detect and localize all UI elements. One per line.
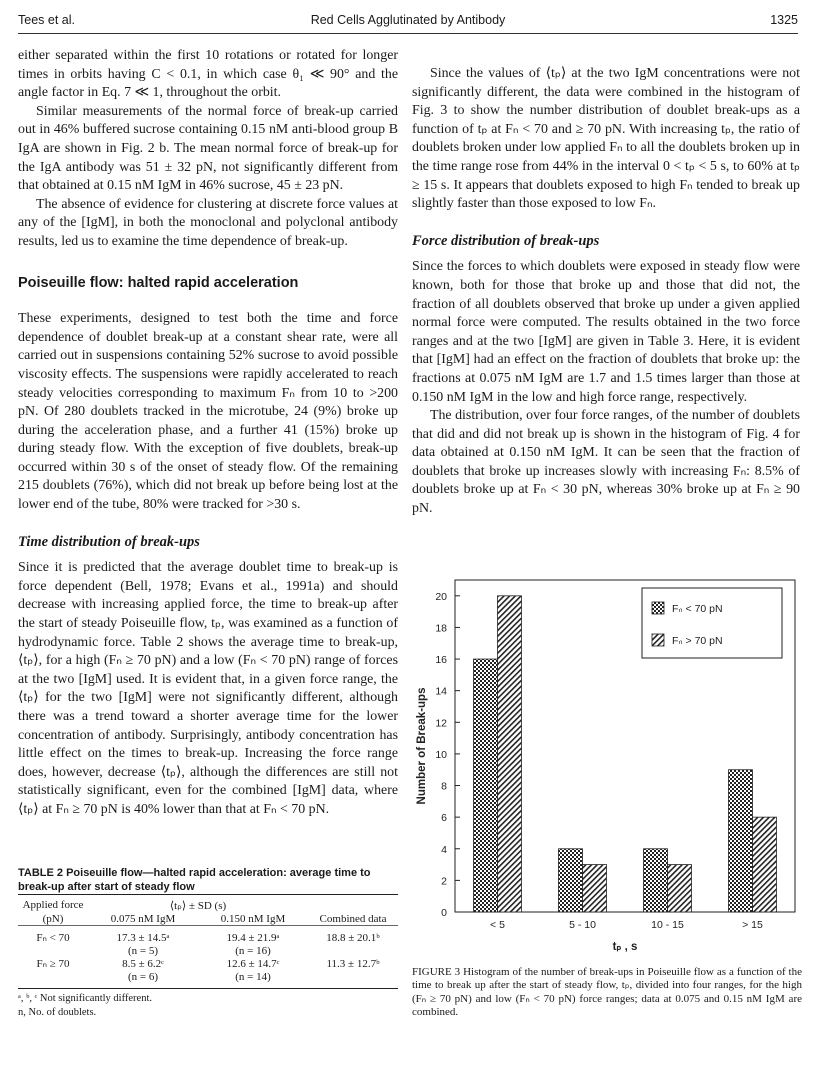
- x-axis-label: tₚ , s: [612, 941, 638, 953]
- y-tick-label: 16: [435, 654, 447, 667]
- paragraph: Since the forces to which doublets were exposed in steady flow were known, both for those that broke up and those that did not, the fraction of all doublets observed that broke up under a given applied normal force were computed. The results obtained in the two force ranges and at the two [IgM] are given in Table 3. Here, it is evident that [IgM] had an effect on the fraction of doublets that broke up: the fractions at 0.075 nM IgM are 1.7 and 1.5 times larger than those at 0.150 nM IgM in the low and high force range, respectively.: [412, 259, 800, 405]
- right-column: [412, 65, 800, 519]
- bar-low-force: [474, 659, 498, 912]
- y-axis-label: Number of Break-ups: [416, 687, 428, 805]
- table-cell: 12.6 ± 14.7ᶜ: [226, 958, 280, 970]
- subsection-heading: Force distribution of break-ups: [412, 232, 600, 249]
- paragraph: The distribution, over four force ranges, of the number of doublets that did and did not break up is shown in the histogram of Fig. 4 for data obtained at 0.150 nM IgM. It can be seen that the fraction of doublets that broke up increases slowly with increasing Fₙ: 8.5% of doublets broke up at Fₙ < 30 pN, whereas 30% broke up at Fₙ ≥ 90 pN.: [412, 408, 800, 517]
- table-header-col2: 0.150 nM IgM: [220, 913, 286, 925]
- paragraph: either separated within the first 10 rotations or rotated for longer times in orbits having C < 0.1, in which case θ₁ ≪ 90° and the angle factor in Eq. 7 ≪ 1, throughout the orbit.: [18, 48, 398, 101]
- left-column: [18, 47, 398, 820]
- table-cell: (n = 5): [127, 945, 159, 957]
- y-tick-label: 4: [441, 843, 447, 856]
- figure-caption: FIGURE 3 Histogram of the number of break-ups in Poiseuille flow as a function of the time to break up after the start of steady flow, tₚ, divided into four ranges, for the high (Fₙ ≥ 70 pN) and low (Fₙ < 70 pN) force ranges; data at 0.075 and 0.15 nM IgM are combined.: [412, 966, 802, 1018]
- page-number: 1325: [770, 13, 798, 27]
- bar-low-force: [559, 849, 583, 912]
- table-row-label: Fₙ < 70: [36, 932, 70, 944]
- y-tick-label: 2: [441, 875, 447, 888]
- y-tick-label: 0: [441, 907, 447, 919]
- y-tick-label: 10: [435, 748, 447, 761]
- table-header-col3: Combined data: [319, 913, 387, 925]
- legend-label: Fₙ < 70 pN: [672, 603, 723, 615]
- y-tick-label: 12: [435, 717, 447, 730]
- table-footnote: ᵃ, ᵇ, ᶜ Not significantly different.: [18, 993, 153, 1004]
- table-cell: (n = 16): [235, 945, 271, 957]
- bar-high-force: [498, 596, 522, 912]
- paragraph: Since it is predicted that the average doublet time to break-up is force dependent (Bell, 1978; Evans et al., 1991a) and should decrease with increasing applied force, the time to break-up after the start of steady Poiseuille flow, tₚ, was examined as a function of hydrodynamic force. Table 2 shows the average time to break-up, ⟨tₚ⟩, for a high (Fₙ ≥ 70 pN) and a low (Fₙ < 70 pN) range of forces at the two [IgM] used. It is evident that, in a given force range, the ⟨tₚ⟩ for the two [IgM] were not significantly different, although there was a trend toward a shorter average time for the lower concentration of antibody. Surprisingly, antibody concentration has little effect on the times to break-up. Increasing the force range does, however, decrease ⟨tₚ⟩, although the differences are still not statistically significant, even for the combined [IgM] data, where ⟨tₚ⟩ at Fₙ ≥ 70 pN is 40% lower than that at Fₙ < 70 pN.: [18, 560, 398, 817]
- table-header-col1: 0.075 nM IgM: [110, 913, 176, 925]
- legend-swatch: [652, 634, 664, 646]
- subsection-heading: Time distribution of break-ups: [18, 533, 200, 550]
- bar-high-force: [668, 865, 692, 912]
- legend-label: Fₙ > 70 pN: [672, 635, 723, 647]
- table-cell: 19.4 ± 21.9ᵃ: [226, 932, 280, 944]
- x-tick-label: > 15: [742, 919, 763, 931]
- running-head-authors: Tees et al.: [18, 13, 75, 27]
- legend-swatch: [652, 602, 664, 614]
- table-header-applied: Applied force: [22, 899, 84, 911]
- table-footnote: n, No. of doublets.: [18, 1007, 97, 1018]
- paragraph: Since the values of ⟨tₚ⟩ at the two IgM concentrations were not significantly different, the data were combined in the histogram of Fig. 3 to show the number distribution of doublet break-ups as a function of tₚ at Fₙ < 70 and ≥ 70 pN. With increasing tₚ, the ratio of doublets broken under low applied Fₙ to all the doublets broken up in the time range rose from 44% in the interval 0 < tₚ < 5 s, to 60% at tₚ ≥ 15 s. It appears that doublets exposed to high Fₙ tended to break up slightly faster than those exposed to low Fₙ.: [412, 66, 800, 212]
- bar-low-force: [729, 770, 753, 912]
- bar-high-force: [583, 865, 607, 912]
- section-heading: Poiseuille flow: halted rapid acceleration: [18, 274, 299, 291]
- table-cell: 11.3 ± 12.7ᵇ: [326, 958, 380, 970]
- y-tick-label: 18: [435, 622, 447, 635]
- y-tick-label: 8: [441, 780, 447, 793]
- table-title: TABLE 2 Poiseuille flow—halted rapid acceleration: average time to break-up after start of steady flow: [18, 867, 371, 893]
- table-header-unit: (pN): [42, 913, 64, 925]
- table-cell: 18.8 ± 20.1ᵇ: [326, 932, 380, 944]
- table-header-group: ⟨tₚ⟩ ± SD (s): [169, 900, 227, 912]
- y-tick-label: 20: [435, 590, 447, 603]
- table-row-label: Fₙ ≥ 70: [36, 958, 70, 970]
- legend-box: [642, 588, 782, 658]
- y-tick-label: 6: [441, 812, 447, 825]
- running-head-title: Red Cells Agglutinated by Antibody: [310, 13, 506, 27]
- header-rule: [18, 33, 798, 34]
- paragraph: These experiments, designed to test both the time and force dependence of doublet break-up at a constant shear rate, were all carried out in suspensions containing 52% sucrose to avoid possible viscosity effects. The suspensions were rapidly accelerated to reach steady velocities corresponding to maximum Fₙ from 10 to >200 pN. Of 280 doublets tracked in the microtube, 24 (9%) broke up during the acceleration phase, and a further 41 (15%) broke up during steady flow. With the exception of five doublets, break-up occurred within 30 s of the onset of steady flow. Of the remaining 215 doublets (76%), which did not break up before being lost at the lower end of the tube, 80% were tracked for >30 s.: [18, 311, 398, 513]
- table-rule-top: [18, 894, 398, 895]
- bar-high-force: [753, 817, 777, 912]
- paragraph: Similar measurements of the normal force of break-up carried out in 46% buffered sucrose containing 0.15 nM anti-blood group B IgA are shown in Fig. 2 b. The mean normal force of break-up for the IgA antibody was 51 ± 32 pN, not significantly different from that obtained at 0.15 nM IgM in 46% sucrose, 45 ± 23 pN.: [18, 103, 398, 194]
- table-rule-mid: [18, 925, 398, 926]
- figure-3-histogram: [410, 570, 800, 955]
- table-rule-bottom: [18, 988, 398, 989]
- bar-low-force: [644, 849, 668, 912]
- table-cell: (n = 6): [127, 971, 159, 983]
- y-tick-label: 14: [435, 685, 447, 698]
- x-tick-label: < 5: [490, 919, 505, 931]
- x-tick-label: 5 - 10: [569, 919, 596, 931]
- x-tick-label: 10 - 15: [651, 919, 684, 931]
- table-2: [18, 898, 398, 984]
- paragraph: The absence of evidence for clustering at discrete force values at any of the [IgM], in both the monoclonal and polyclonal antibody results, led us to examine the time dependence of break-up.: [18, 196, 398, 249]
- table-cell: (n = 14): [235, 971, 271, 983]
- table-cell: 17.3 ± 14.5ᵃ: [116, 932, 170, 944]
- table-cell: 8.5 ± 6.2ᶜ: [122, 958, 164, 970]
